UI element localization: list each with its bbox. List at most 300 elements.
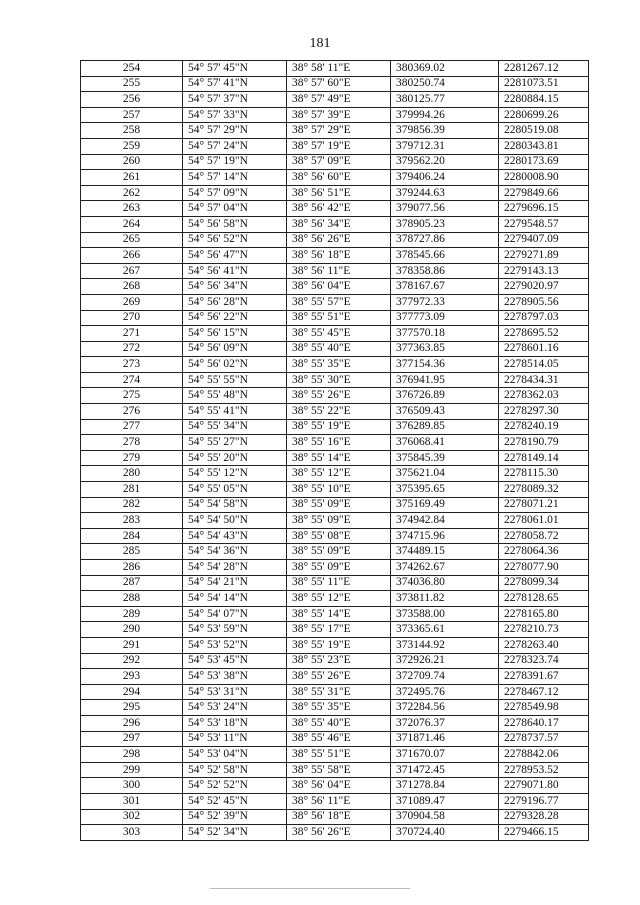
latitude-cell: 54° 52' 45"N: [183, 793, 287, 809]
longitude-cell: 38° 55' 17"E: [287, 622, 391, 638]
point-number-cell: 292: [81, 653, 183, 669]
x-coordinate-cell: 378167.67: [391, 279, 499, 295]
page-number: 181: [309, 36, 331, 51]
y-coordinate-cell: 2278797.03: [499, 310, 589, 326]
table-row: [81, 606, 589, 622]
latitude-cell: 54° 55' 27"N: [183, 435, 287, 451]
longitude-cell: 38° 57' 09"E: [287, 154, 391, 170]
table-row: [81, 76, 589, 92]
x-coordinate-cell: 371670.07: [391, 747, 499, 763]
y-coordinate-cell: 2279196.77: [499, 793, 589, 809]
longitude-cell: 38° 55' 09"E: [287, 544, 391, 560]
longitude-cell: 38° 56' 51"E: [287, 185, 391, 201]
point-number-cell: 274: [81, 372, 183, 388]
latitude-cell: 54° 52' 34"N: [183, 825, 287, 841]
x-coordinate-cell: 372076.37: [391, 715, 499, 731]
longitude-cell: 38° 55' 51"E: [287, 310, 391, 326]
latitude-cell: 54° 57' 29"N: [183, 123, 287, 139]
longitude-cell: 38° 55' 45"E: [287, 326, 391, 342]
longitude-cell: 38° 55' 26"E: [287, 388, 391, 404]
y-coordinate-cell: 2278362.03: [499, 388, 589, 404]
point-number-cell: 254: [81, 61, 183, 77]
table-row: [81, 715, 589, 731]
y-coordinate-cell: 2278640.17: [499, 715, 589, 731]
longitude-cell: 38° 57' 29"E: [287, 123, 391, 139]
y-coordinate-cell: 2279071.80: [499, 778, 589, 794]
point-number-cell: 278: [81, 435, 183, 451]
y-coordinate-cell: 2278263.40: [499, 637, 589, 653]
latitude-cell: 54° 55' 12"N: [183, 466, 287, 482]
y-coordinate-cell: 2278549.98: [499, 700, 589, 716]
point-number-cell: 273: [81, 357, 183, 373]
y-coordinate-cell: 2280343.81: [499, 138, 589, 154]
longitude-cell: 38° 55' 30"E: [287, 372, 391, 388]
latitude-cell: 54° 57' 04"N: [183, 201, 287, 217]
latitude-cell: 54° 56' 28"N: [183, 294, 287, 310]
point-number-cell: 264: [81, 216, 183, 232]
table-row: [81, 216, 589, 232]
latitude-cell: 54° 53' 45"N: [183, 653, 287, 669]
latitude-cell: 54° 54' 07"N: [183, 606, 287, 622]
longitude-cell: 38° 56' 18"E: [287, 809, 391, 825]
table-row: [81, 201, 589, 217]
point-number-cell: 268: [81, 279, 183, 295]
x-coordinate-cell: 371871.46: [391, 731, 499, 747]
latitude-cell: 54° 57' 37"N: [183, 92, 287, 108]
latitude-cell: 54° 52' 52"N: [183, 778, 287, 794]
y-coordinate-cell: 2278115.30: [499, 466, 589, 482]
y-coordinate-cell: 2280884.15: [499, 92, 589, 108]
table-row: [81, 357, 589, 373]
x-coordinate-cell: 372495.76: [391, 684, 499, 700]
y-coordinate-cell: 2279548.57: [499, 216, 589, 232]
x-coordinate-cell: 373588.00: [391, 606, 499, 622]
table-row: [81, 637, 589, 653]
longitude-cell: 38° 55' 10"E: [287, 482, 391, 498]
point-number-cell: 303: [81, 825, 183, 841]
x-coordinate-cell: 379562.20: [391, 154, 499, 170]
point-number-cell: 298: [81, 747, 183, 763]
longitude-cell: 38° 55' 09"E: [287, 497, 391, 513]
x-coordinate-cell: 377972.33: [391, 294, 499, 310]
point-number-cell: 275: [81, 388, 183, 404]
point-number-cell: 280: [81, 466, 183, 482]
longitude-cell: 38° 55' 09"E: [287, 560, 391, 576]
table-row: [81, 669, 589, 685]
point-number-cell: 281: [81, 482, 183, 498]
x-coordinate-cell: 376726.89: [391, 388, 499, 404]
latitude-cell: 54° 55' 05"N: [183, 482, 287, 498]
y-coordinate-cell: 2280173.69: [499, 154, 589, 170]
x-coordinate-cell: 372284.56: [391, 700, 499, 716]
x-coordinate-cell: 376289.85: [391, 419, 499, 435]
point-number-cell: 279: [81, 450, 183, 466]
y-coordinate-cell: 2278099.34: [499, 575, 589, 591]
coordinates-table: [80, 60, 589, 841]
longitude-cell: 38° 55' 19"E: [287, 419, 391, 435]
x-coordinate-cell: 376941.95: [391, 372, 499, 388]
latitude-cell: 54° 55' 20"N: [183, 450, 287, 466]
table-row: [81, 653, 589, 669]
y-coordinate-cell: 2278071.21: [499, 497, 589, 513]
y-coordinate-cell: 2279271.89: [499, 248, 589, 264]
latitude-cell: 54° 57' 24"N: [183, 138, 287, 154]
point-number-cell: 288: [81, 591, 183, 607]
latitude-cell: 54° 57' 19"N: [183, 154, 287, 170]
latitude-cell: 54° 53' 38"N: [183, 669, 287, 685]
latitude-cell: 54° 57' 45"N: [183, 61, 287, 77]
longitude-cell: 38° 56' 26"E: [287, 232, 391, 248]
point-number-cell: 293: [81, 669, 183, 685]
table-row: [81, 138, 589, 154]
y-coordinate-cell: 2278128.65: [499, 591, 589, 607]
x-coordinate-cell: 374715.96: [391, 528, 499, 544]
point-number-cell: 300: [81, 778, 183, 794]
longitude-cell: 38° 56' 34"E: [287, 216, 391, 232]
longitude-cell: 38° 55' 31"E: [287, 684, 391, 700]
x-coordinate-cell: 377570.18: [391, 326, 499, 342]
x-coordinate-cell: 375845.39: [391, 450, 499, 466]
x-coordinate-cell: 378358.86: [391, 263, 499, 279]
x-coordinate-cell: 371278.84: [391, 778, 499, 794]
coordinates-table-body: [81, 61, 589, 841]
y-coordinate-cell: 2278434.31: [499, 372, 589, 388]
longitude-cell: 38° 55' 11"E: [287, 575, 391, 591]
longitude-cell: 38° 55' 40"E: [287, 341, 391, 357]
y-coordinate-cell: 2281267.12: [499, 61, 589, 77]
y-coordinate-cell: 2278695.52: [499, 326, 589, 342]
point-number-cell: 297: [81, 731, 183, 747]
longitude-cell: 38° 56' 42"E: [287, 201, 391, 217]
y-coordinate-cell: 2279466.15: [499, 825, 589, 841]
point-number-cell: 256: [81, 92, 183, 108]
table-row: [81, 419, 589, 435]
table-row: [81, 310, 589, 326]
x-coordinate-cell: 376509.43: [391, 404, 499, 420]
y-coordinate-cell: 2278514.05: [499, 357, 589, 373]
latitude-cell: 54° 56' 02"N: [183, 357, 287, 373]
x-coordinate-cell: 375169.49: [391, 497, 499, 513]
point-number-cell: 290: [81, 622, 183, 638]
table-row: [81, 809, 589, 825]
point-number-cell: 262: [81, 185, 183, 201]
longitude-cell: 38° 56' 11"E: [287, 793, 391, 809]
point-number-cell: 263: [81, 201, 183, 217]
point-number-cell: 302: [81, 809, 183, 825]
longitude-cell: 38° 55' 51"E: [287, 747, 391, 763]
table-row: [81, 622, 589, 638]
x-coordinate-cell: 372926.21: [391, 653, 499, 669]
y-coordinate-cell: 2278467.12: [499, 684, 589, 700]
table-row: [81, 466, 589, 482]
point-number-cell: 299: [81, 762, 183, 778]
y-coordinate-cell: 2279407.09: [499, 232, 589, 248]
latitude-cell: 54° 57' 33"N: [183, 107, 287, 123]
y-coordinate-cell: 2278297.30: [499, 404, 589, 420]
point-number-cell: 294: [81, 684, 183, 700]
longitude-cell: 38° 56' 60"E: [287, 170, 391, 186]
longitude-cell: 38° 55' 12"E: [287, 591, 391, 607]
table-row: [81, 154, 589, 170]
latitude-cell: 54° 52' 39"N: [183, 809, 287, 825]
table-row: [81, 762, 589, 778]
point-number-cell: 270: [81, 310, 183, 326]
point-number-cell: 261: [81, 170, 183, 186]
latitude-cell: 54° 56' 52"N: [183, 232, 287, 248]
x-coordinate-cell: 379994.26: [391, 107, 499, 123]
table-row: [81, 778, 589, 794]
latitude-cell: 54° 56' 15"N: [183, 326, 287, 342]
latitude-cell: 54° 54' 28"N: [183, 560, 287, 576]
x-coordinate-cell: 374489.15: [391, 544, 499, 560]
y-coordinate-cell: 2279143.13: [499, 263, 589, 279]
longitude-cell: 38° 55' 35"E: [287, 700, 391, 716]
table-row: [81, 528, 589, 544]
latitude-cell: 54° 56' 58"N: [183, 216, 287, 232]
longitude-cell: 38° 55' 26"E: [287, 669, 391, 685]
y-coordinate-cell: 2278165.80: [499, 606, 589, 622]
y-coordinate-cell: 2279020.97: [499, 279, 589, 295]
x-coordinate-cell: 374942.84: [391, 513, 499, 529]
table-row: [81, 248, 589, 264]
table-row: [81, 482, 589, 498]
y-coordinate-cell: 2280008.90: [499, 170, 589, 186]
point-number-cell: 285: [81, 544, 183, 560]
point-number-cell: 271: [81, 326, 183, 342]
table-row: [81, 341, 589, 357]
table-row: [81, 404, 589, 420]
x-coordinate-cell: 372709.74: [391, 669, 499, 685]
x-coordinate-cell: 379244.63: [391, 185, 499, 201]
latitude-cell: 54° 57' 09"N: [183, 185, 287, 201]
longitude-cell: 38° 55' 08"E: [287, 528, 391, 544]
x-coordinate-cell: 375621.04: [391, 466, 499, 482]
longitude-cell: 38° 56' 26"E: [287, 825, 391, 841]
point-number-cell: 286: [81, 560, 183, 576]
point-number-cell: 257: [81, 107, 183, 123]
longitude-cell: 38° 55' 46"E: [287, 731, 391, 747]
y-coordinate-cell: 2278842.06: [499, 747, 589, 763]
table-row: [81, 731, 589, 747]
x-coordinate-cell: 376068.41: [391, 435, 499, 451]
latitude-cell: 54° 56' 41"N: [183, 263, 287, 279]
latitude-cell: 54° 54' 58"N: [183, 497, 287, 513]
longitude-cell: 38° 55' 14"E: [287, 450, 391, 466]
x-coordinate-cell: 379406.24: [391, 170, 499, 186]
table-row: [81, 825, 589, 841]
point-number-cell: 287: [81, 575, 183, 591]
table-row: [81, 497, 589, 513]
x-coordinate-cell: 380125.77: [391, 92, 499, 108]
y-coordinate-cell: 2278737.57: [499, 731, 589, 747]
x-coordinate-cell: 373144.92: [391, 637, 499, 653]
y-coordinate-cell: 2278905.56: [499, 294, 589, 310]
table-row: [81, 107, 589, 123]
point-number-cell: 276: [81, 404, 183, 420]
table-row: [81, 560, 589, 576]
latitude-cell: 54° 56' 09"N: [183, 341, 287, 357]
table-row: [81, 263, 589, 279]
x-coordinate-cell: 373365.61: [391, 622, 499, 638]
y-coordinate-cell: 2278391.67: [499, 669, 589, 685]
x-coordinate-cell: 370904.58: [391, 809, 499, 825]
point-number-cell: 296: [81, 715, 183, 731]
point-number-cell: 295: [81, 700, 183, 716]
y-coordinate-cell: 2278240.19: [499, 419, 589, 435]
longitude-cell: 38° 55' 16"E: [287, 435, 391, 451]
point-number-cell: 255: [81, 76, 183, 92]
longitude-cell: 38° 55' 14"E: [287, 606, 391, 622]
y-coordinate-cell: 2279696.15: [499, 201, 589, 217]
latitude-cell: 54° 57' 14"N: [183, 170, 287, 186]
table-row: [81, 279, 589, 295]
latitude-cell: 54° 53' 52"N: [183, 637, 287, 653]
x-coordinate-cell: 374262.67: [391, 560, 499, 576]
longitude-cell: 38° 58' 11"E: [287, 61, 391, 77]
y-coordinate-cell: 2281073.51: [499, 76, 589, 92]
table-row: [81, 170, 589, 186]
latitude-cell: 54° 55' 48"N: [183, 388, 287, 404]
latitude-cell: 54° 56' 34"N: [183, 279, 287, 295]
x-coordinate-cell: 378545.66: [391, 248, 499, 264]
y-coordinate-cell: 2278064.36: [499, 544, 589, 560]
x-coordinate-cell: 373811.82: [391, 591, 499, 607]
x-coordinate-cell: 377363.85: [391, 341, 499, 357]
latitude-cell: 54° 52' 58"N: [183, 762, 287, 778]
y-coordinate-cell: 2278210.73: [499, 622, 589, 638]
point-number-cell: 258: [81, 123, 183, 139]
latitude-cell: 54° 54' 14"N: [183, 591, 287, 607]
longitude-cell: 38° 55' 58"E: [287, 762, 391, 778]
y-coordinate-cell: 2278190.79: [499, 435, 589, 451]
table-row: [81, 294, 589, 310]
table-row: [81, 793, 589, 809]
table-row: [81, 92, 589, 108]
latitude-cell: 54° 56' 47"N: [183, 248, 287, 264]
longitude-cell: 38° 57' 49"E: [287, 92, 391, 108]
latitude-cell: 54° 55' 41"N: [183, 404, 287, 420]
x-coordinate-cell: 379077.56: [391, 201, 499, 217]
point-number-cell: 267: [81, 263, 183, 279]
longitude-cell: 38° 56' 04"E: [287, 279, 391, 295]
latitude-cell: 54° 54' 36"N: [183, 544, 287, 560]
latitude-cell: 54° 53' 59"N: [183, 622, 287, 638]
point-number-cell: 291: [81, 637, 183, 653]
y-coordinate-cell: 2279328.28: [499, 809, 589, 825]
y-coordinate-cell: 2280519.08: [499, 123, 589, 139]
latitude-cell: 54° 53' 11"N: [183, 731, 287, 747]
x-coordinate-cell: 380250.74: [391, 76, 499, 92]
point-number-cell: 277: [81, 419, 183, 435]
longitude-cell: 38° 55' 19"E: [287, 637, 391, 653]
latitude-cell: 54° 54' 50"N: [183, 513, 287, 529]
point-number-cell: 269: [81, 294, 183, 310]
x-coordinate-cell: 377773.09: [391, 310, 499, 326]
table-row: [81, 700, 589, 716]
table-row: [81, 591, 589, 607]
longitude-cell: 38° 55' 40"E: [287, 715, 391, 731]
latitude-cell: 54° 55' 55"N: [183, 372, 287, 388]
y-coordinate-cell: 2278601.16: [499, 341, 589, 357]
table-row: [81, 326, 589, 342]
table-row: [81, 232, 589, 248]
longitude-cell: 38° 57' 60"E: [287, 76, 391, 92]
point-number-cell: 283: [81, 513, 183, 529]
x-coordinate-cell: 378727.86: [391, 232, 499, 248]
table-row: [81, 388, 589, 404]
longitude-cell: 38° 57' 39"E: [287, 107, 391, 123]
x-coordinate-cell: 371089.47: [391, 793, 499, 809]
y-coordinate-cell: 2279849.66: [499, 185, 589, 201]
latitude-cell: 54° 54' 43"N: [183, 528, 287, 544]
longitude-cell: 38° 56' 04"E: [287, 778, 391, 794]
longitude-cell: 38° 56' 18"E: [287, 248, 391, 264]
point-number-cell: 259: [81, 138, 183, 154]
x-coordinate-cell: 370724.40: [391, 825, 499, 841]
longitude-cell: 38° 55' 12"E: [287, 466, 391, 482]
table-row: [81, 372, 589, 388]
point-number-cell: 301: [81, 793, 183, 809]
table-row: [81, 450, 589, 466]
point-number-cell: 265: [81, 232, 183, 248]
x-coordinate-cell: 379856.39: [391, 123, 499, 139]
latitude-cell: 54° 53' 24"N: [183, 700, 287, 716]
table-row: [81, 61, 589, 77]
latitude-cell: 54° 54' 21"N: [183, 575, 287, 591]
longitude-cell: 38° 55' 35"E: [287, 357, 391, 373]
y-coordinate-cell: 2278058.72: [499, 528, 589, 544]
table-row: [81, 435, 589, 451]
point-number-cell: 282: [81, 497, 183, 513]
y-coordinate-cell: 2278089.32: [499, 482, 589, 498]
longitude-cell: 38° 55' 09"E: [287, 513, 391, 529]
x-coordinate-cell: 377154.36: [391, 357, 499, 373]
table-row: [81, 513, 589, 529]
latitude-cell: 54° 57' 41"N: [183, 76, 287, 92]
point-number-cell: 260: [81, 154, 183, 170]
y-coordinate-cell: 2280699.26: [499, 107, 589, 123]
y-coordinate-cell: 2278077.90: [499, 560, 589, 576]
table-row: [81, 684, 589, 700]
longitude-cell: 38° 55' 22"E: [287, 404, 391, 420]
y-coordinate-cell: 2278323.74: [499, 653, 589, 669]
table-row: [81, 575, 589, 591]
footer-divider: [210, 888, 410, 889]
x-coordinate-cell: 380369.02: [391, 61, 499, 77]
y-coordinate-cell: 2278953.52: [499, 762, 589, 778]
table-row: [81, 123, 589, 139]
table-row: [81, 544, 589, 560]
table-row: [81, 185, 589, 201]
x-coordinate-cell: 371472.45: [391, 762, 499, 778]
x-coordinate-cell: 379712.31: [391, 138, 499, 154]
y-coordinate-cell: 2278149.14: [499, 450, 589, 466]
latitude-cell: 54° 55' 34"N: [183, 419, 287, 435]
longitude-cell: 38° 57' 19"E: [287, 138, 391, 154]
point-number-cell: 284: [81, 528, 183, 544]
latitude-cell: 54° 53' 04"N: [183, 747, 287, 763]
longitude-cell: 38° 56' 11"E: [287, 263, 391, 279]
latitude-cell: 54° 56' 22"N: [183, 310, 287, 326]
y-coordinate-cell: 2278061.01: [499, 513, 589, 529]
point-number-cell: 266: [81, 248, 183, 264]
x-coordinate-cell: 378905.23: [391, 216, 499, 232]
table-row: [81, 747, 589, 763]
longitude-cell: 38° 55' 57"E: [287, 294, 391, 310]
latitude-cell: 54° 53' 31"N: [183, 684, 287, 700]
latitude-cell: 54° 53' 18"N: [183, 715, 287, 731]
point-number-cell: 289: [81, 606, 183, 622]
